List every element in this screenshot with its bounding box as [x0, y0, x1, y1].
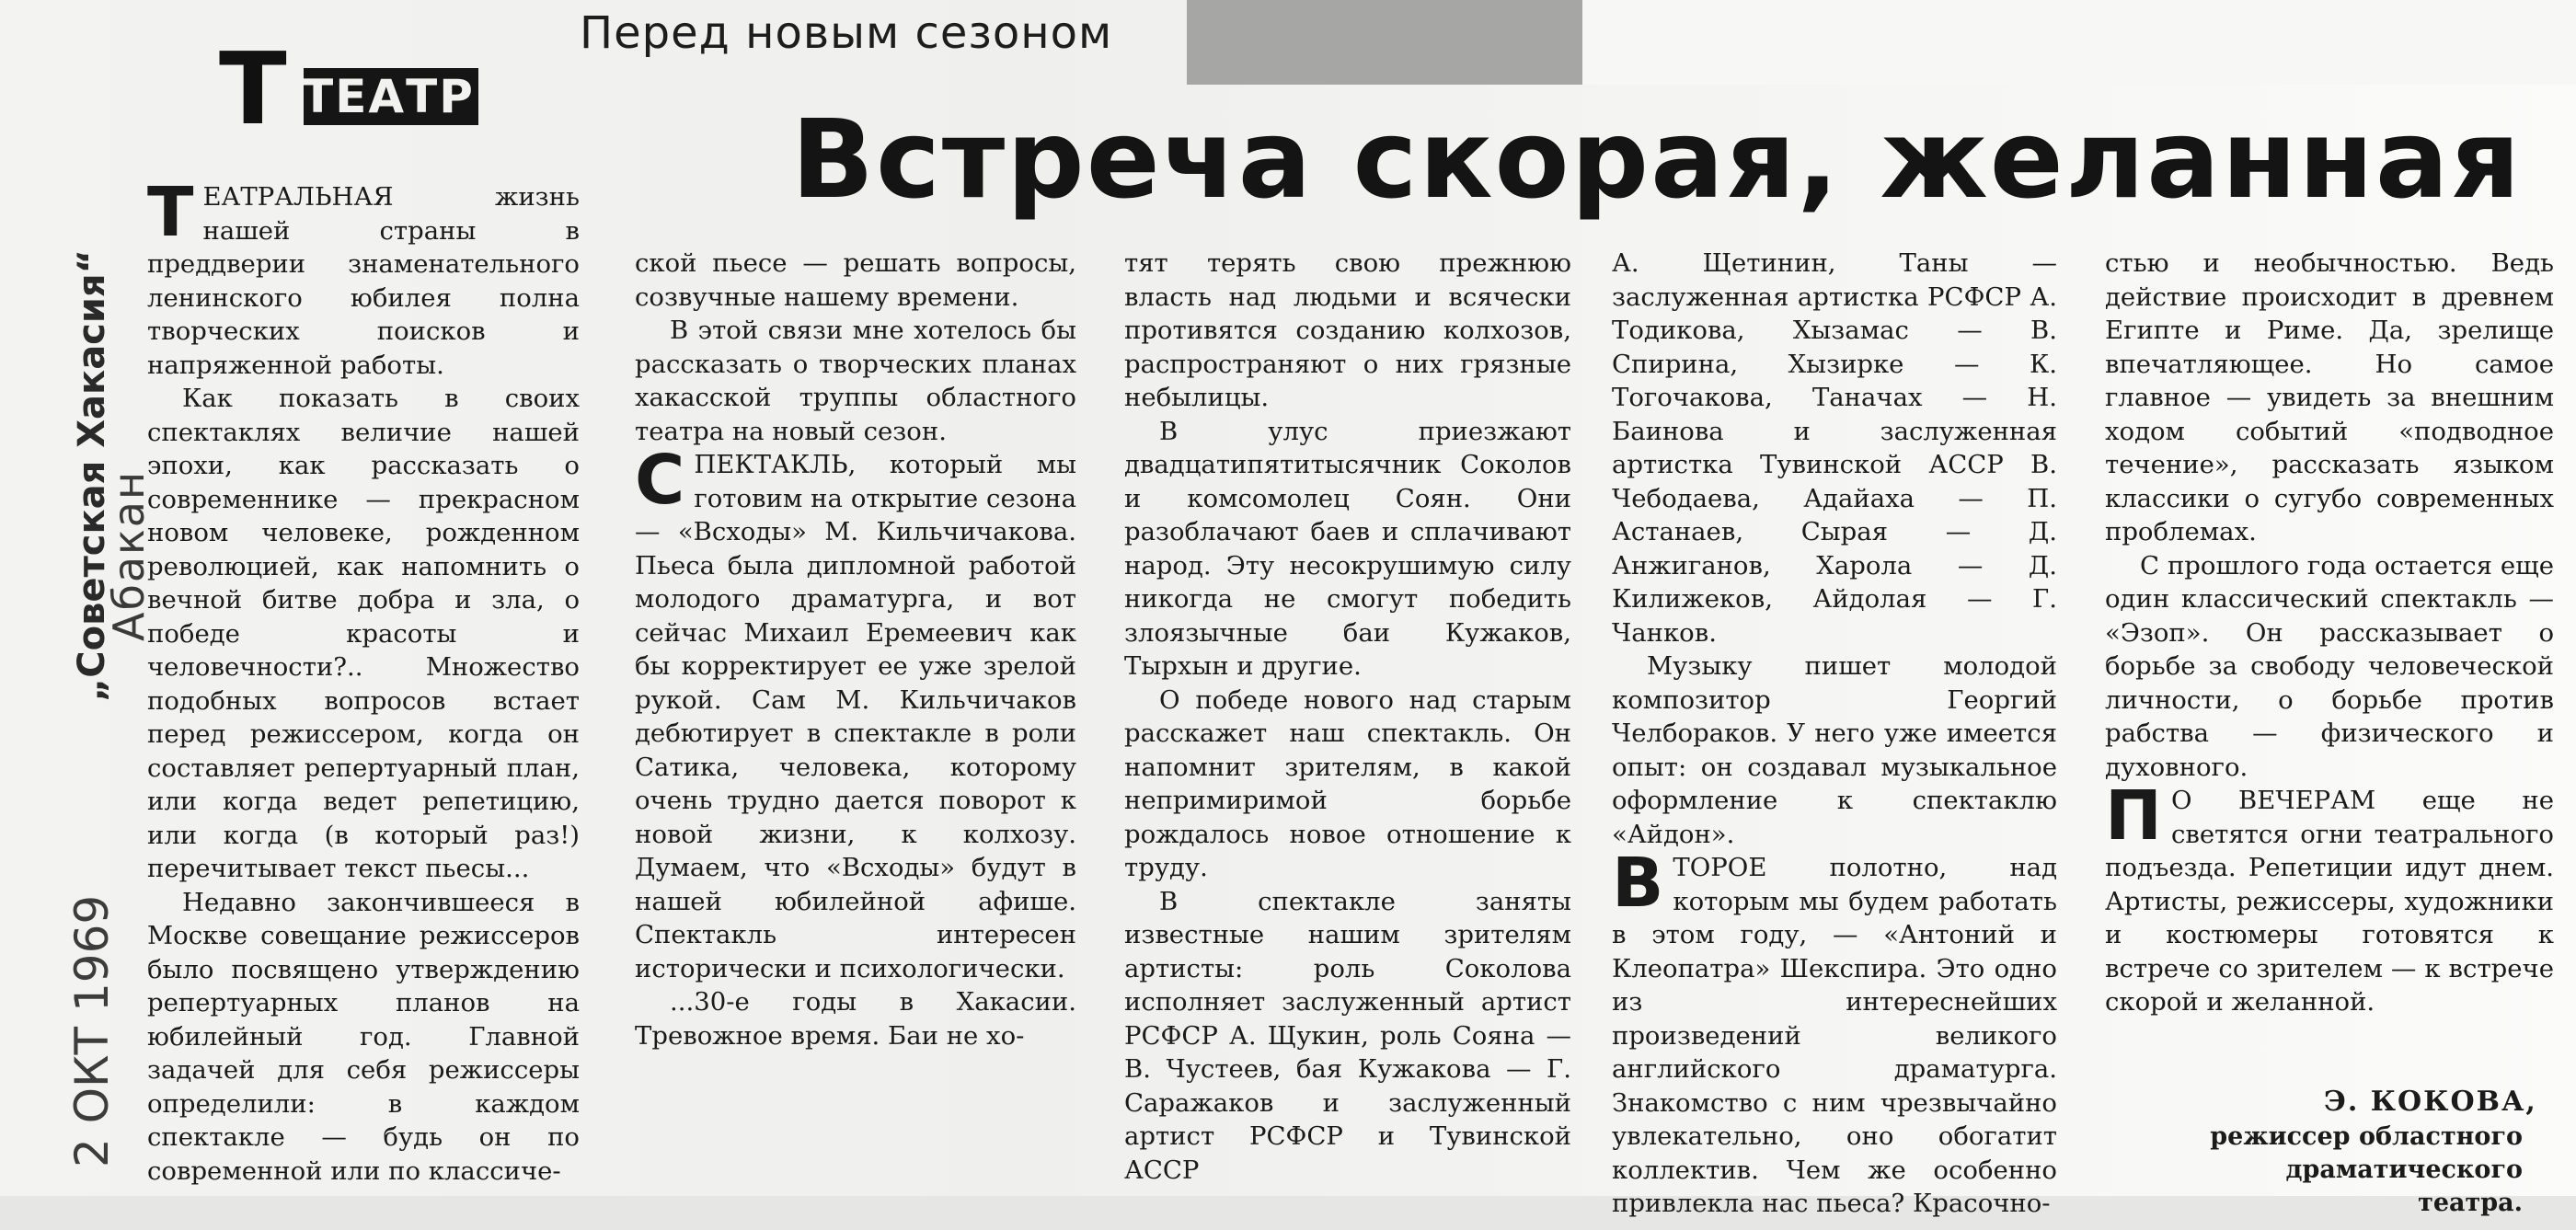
author-role-line-1: режиссер областного: [2210, 1122, 2523, 1151]
paragraph: А. Щетинин, Таны — заслуженная артистка РСФСР А. Тодикова, Хызамас — В. Спирина, Хызирке — К. Тогочакова, Таначах — Н. Баинова и заслуженная артистка Тувинской АССР В. Чебодаева, Адайаха — П. Астанаев, Сырая — Д. Анжиганов, Харола — Д. Килижеков, Айдолая — Г. Чанков.: [1612, 248, 2057, 648]
paragraph: стью и необычностью. Ведь действие происходит в древнем Египте и Риме. Да, зрелище впечатляющее. Но самое главное — увидеть за внешним ходом событий «подводное течение», рассказать языком классики о сугубо современных проблемах.: [2105, 248, 2554, 546]
kicker: Перед новым сезоном: [580, 7, 1113, 59]
author-role: [2210, 1121, 2523, 1220]
drop-cap: Т: [147, 173, 194, 252]
scan-shadow-strip: [1187, 0, 1582, 85]
paragraph: ...30-е годы в Хакасии. Тревожное время. Баи не хо-: [635, 987, 1076, 1051]
article-column-3: [1124, 247, 1571, 1187]
article-column-4: [1612, 247, 2057, 1221]
paragraph: СПЕКТАКЛЬ, который мы готовим на открытие сезона — «Всходы» М. Кильчичакова. Пьеса была дипломной работой молодого драматурга, и вот сейчас Михаил Еремеевич как бы корректирует ее уже зрелой рукой. Сам М. Кильчичаков дебютирует в спектакле в роли Сатика, человека, которому очень трудно дается поворот к новой жизни, к колхозу. Думаем, что «Всходы» будут в нашей юбилейной афише. Спектакль интересен исторически и психологически.: [635, 441, 1076, 983]
source-stamp: [28, 221, 154, 702]
paragraph: Недавно закончившееся в Москве совещание режиссеров было посвящено утверждению репертуарных планов на юбилейный год. Главной задачей для себя режиссеры определили: в каждом спектакле — будь он по современной или по классиче-: [147, 887, 580, 1186]
drop-cap: П: [2105, 776, 2162, 856]
paragraph: ТЕАТРАЛЬНАЯ жизнь нашей страны в преддверии знаменательного ленинского юбилея полна творческих поисков и напряженной работы.: [147, 173, 580, 380]
article-column-1: [147, 173, 580, 1188]
source-newspaper: „Советская Хакасия“: [71, 249, 113, 702]
paragraph: Как показать в своих спектаклях величие нашей эпохи, как рассказать о современнике — прекрасном новом человеке, рожденном революцией, как напомнить о вечной битве добра и зла, о победе красоты и человечности?.. Множество подобных вопросов встает перед режиссером, когда он составляет репертуарный план, или когда ведет репетицию, или когда (в который раз!) перечитывает текст пьесы...: [147, 384, 580, 883]
paragraph: Музыку пишет молодой композитор Георгий Челбораков. У него уже имеется опыт: он создавал музыкальное оформление к спектаклю «Айдон».: [1612, 651, 2057, 849]
paragraph: тят терять свою прежнюю власть над людьми и всячески противятся созданию колхозов, распространяют о них грязные небылицы.: [1124, 248, 1571, 412]
paragraph: В этой связи мне хотелось бы рассказать о творческих планах хакасской труппы областного театра на новый сезон.: [635, 316, 1076, 446]
paragraph: П О ВЕЧЕРАМ еще не светятся огни театрального подъезда. Репетиции идут днем. Артисты, режиссеры, художники и костюмеры готовятся к встрече со зрителем — к встрече скорой и желанной.: [2105, 776, 2554, 1017]
author-name: Э. КОКОВА,: [2324, 1086, 2537, 1118]
theatre-rubric-logo: [219, 32, 486, 147]
drop-cap: С: [635, 441, 685, 520]
paragraph: ской пьесе — решать вопросы, созвучные нашему времени.: [635, 248, 1076, 312]
scan-bottom-edge: [0, 1196, 2576, 1230]
scan-blank-strip: [1582, 0, 2576, 85]
article-column-5: [2105, 247, 2554, 1019]
paragraph: ВТОРОЕ полотно, над которым мы будем работать в этом году, — «Антоний и Клеопатра» Шекспира. Это одно из интереснейших произведений великого английского драматурга. Знакомство с ним чрезвычайно увлекательно, оно обогатит коллектив. Чем же особенно привлекла нас пьеса? Красочно-: [1612, 844, 2057, 1218]
paragraph: В улус приезжают двадцатипятитысячник Соколов и комсомолец Соян. Они разоблачают баев и сплачивают народ. Эту несокрушимую силу никогда не смогут победить злоязычные баи Кужаков, Тырхын и другие.: [1124, 416, 1571, 681]
article-column-2: [635, 247, 1076, 1052]
mask-icon: T: [219, 32, 287, 147]
drop-cap: В: [1612, 844, 1664, 923]
source-city: Абакан: [104, 469, 154, 641]
paragraph: О победе нового над старым расскажет наш спектакль. Он напомнит зрителям, в какой непримиримой борьбе рождалось новое отношение к труду.: [1124, 684, 1571, 882]
author-role-line-2: драматического театра.: [2285, 1155, 2523, 1217]
logo-text: ТЕАТР: [302, 70, 475, 123]
clipping-date-stamp: 2 ОКТ 1969: [65, 894, 119, 1167]
paragraph: С прошлого года остается еще один классический спектакль — «Эзоп». Он рассказывает о борьбе за свободу человеческой личности, о борьбе против рабства — физического и духовного.: [2105, 550, 2554, 782]
headline: Встреча скорая, желанная: [791, 96, 2523, 223]
paragraph: В спектакле заняты известные нашим зрителям артисты: роль Соколова исполняет заслуженный артист РСФСР А. Щукин, роль Сояна — В. Чустеев, бая Кужакова — Г. Саражаков и заслуженный артист РСФСР и Тувинской АССР: [1124, 886, 1571, 1185]
